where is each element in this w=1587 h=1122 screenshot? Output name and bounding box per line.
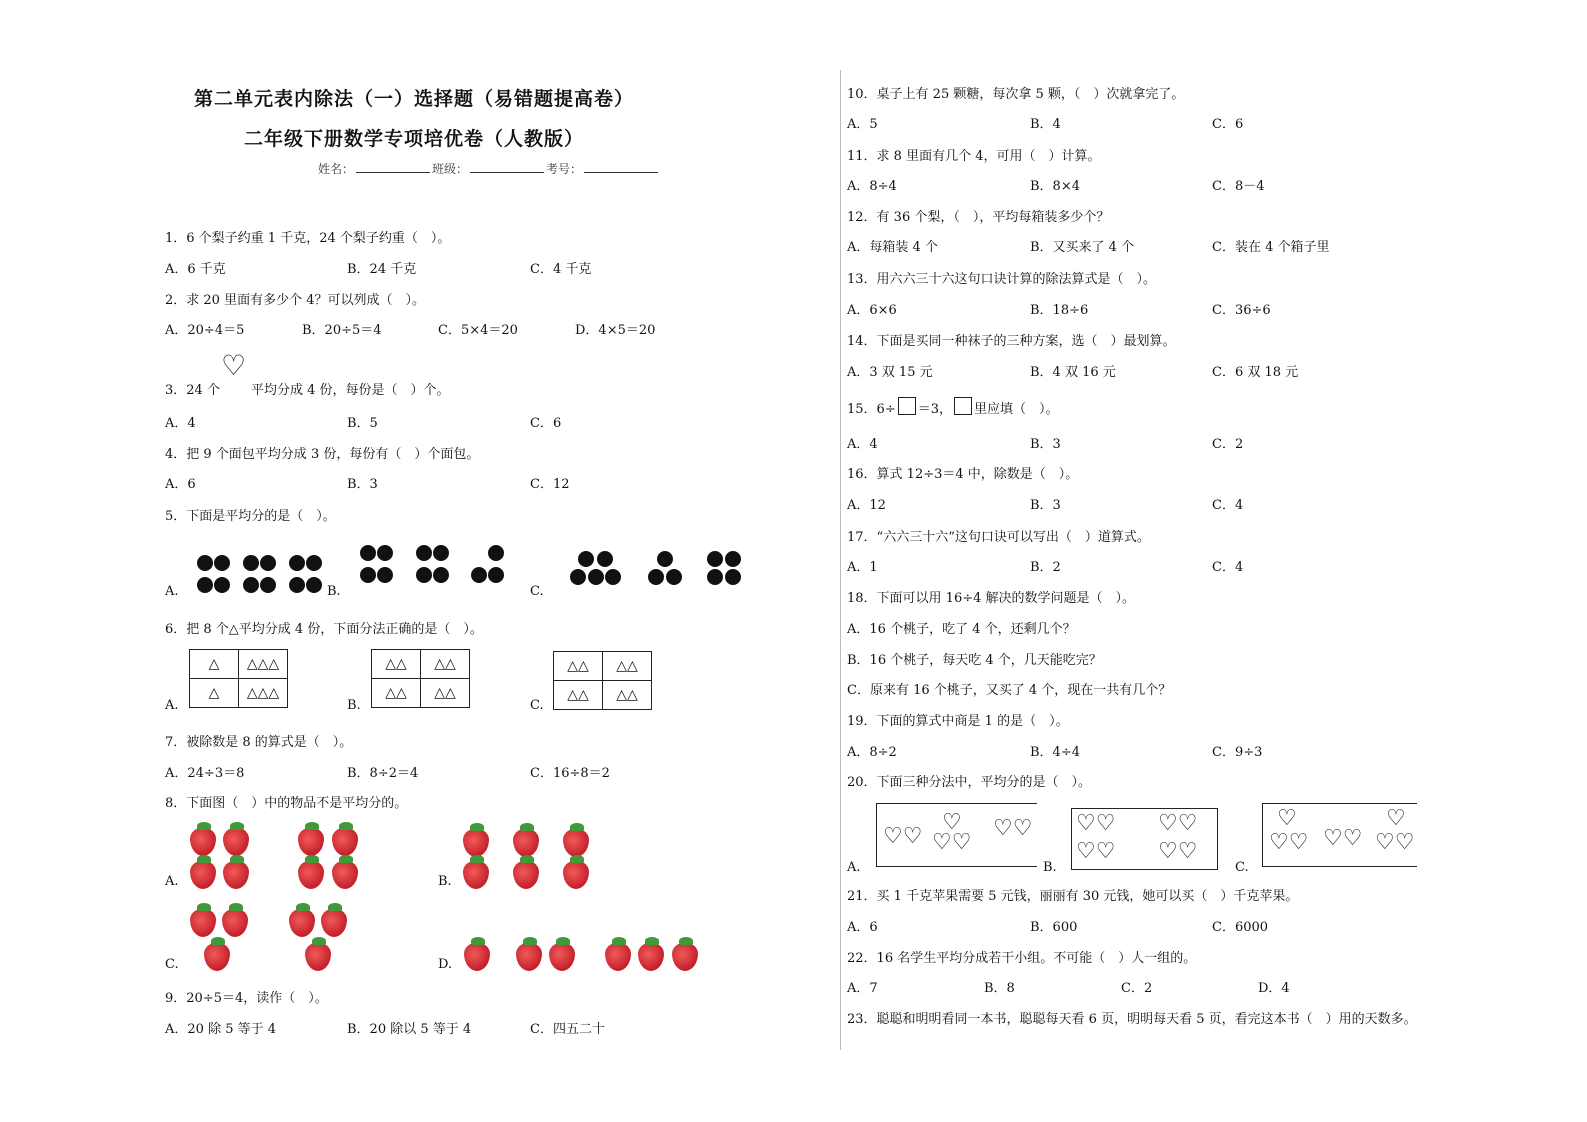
number-label: 考号：	[546, 162, 583, 176]
q21-option-b[interactable]: B．600	[1030, 920, 1078, 935]
class-label: 班级：	[432, 162, 469, 176]
question-16: 16．算式 12÷3＝4 中，除数是（ ）。	[847, 467, 1079, 482]
q5-option-c[interactable]: C.	[530, 584, 544, 599]
q20-group-c: ♡ ♡♡ ♡♡ ♡ ♡♡	[1262, 803, 1417, 867]
right-column	[840, 0, 1587, 1122]
number-field[interactable]	[584, 160, 658, 173]
q4-option-c[interactable]: C．12	[530, 477, 570, 492]
question-3-part2: 平均分成 4 份，每份是（ ）个。	[251, 383, 450, 398]
q8-option-b[interactable]: B.	[438, 874, 452, 889]
q8-option-a[interactable]: A.	[165, 874, 179, 889]
q3-option-c[interactable]: C．6	[530, 416, 562, 431]
q10-option-b[interactable]: B．4	[1030, 117, 1061, 132]
q9-option-a[interactable]: A．20 除 5 等于 4	[165, 1022, 277, 1037]
q8-option-d[interactable]: D.	[438, 957, 453, 972]
q1-option-a[interactable]: A．6 千克	[165, 262, 226, 277]
question-15: 15．6÷ ＝3， 里应填（ ）。	[847, 397, 1059, 417]
question-14: 14．下面是买同一种袜子的三种方案，选（ ）最划算。	[847, 334, 1176, 349]
q6-option-c[interactable]: C.	[530, 698, 544, 713]
q13-option-b[interactable]: B．18÷6	[1030, 303, 1089, 318]
q22-option-a[interactable]: A．7	[847, 981, 878, 996]
question-2: 2．求 20 里面有多少个 4？可以列成（ ）。	[165, 293, 425, 308]
q7-option-b[interactable]: B．8÷2＝4	[347, 766, 419, 781]
q9-option-c[interactable]: C．四五二十	[530, 1022, 605, 1037]
q8-option-c[interactable]: C.	[165, 957, 179, 972]
q16-option-a[interactable]: A．12	[847, 498, 886, 513]
q17-option-a[interactable]: A．1	[847, 560, 878, 575]
question-17: 17．“六六三十六”这句口诀可以写出（ ）道算式。	[847, 530, 1150, 545]
q7-option-c[interactable]: C．16÷8＝2	[530, 766, 610, 781]
q3-option-a[interactable]: A．4	[165, 416, 196, 431]
q2-option-d[interactable]: D．4×5＝20	[575, 323, 656, 338]
q6-option-a[interactable]: A.	[165, 698, 179, 713]
question-13: 13．用六六三十六这句口诀计算的除法算式是（ ）。	[847, 272, 1157, 287]
q19-option-b[interactable]: B．4÷4	[1030, 745, 1080, 760]
question-1: 1．6 个梨子约重 1 千克，24 个梨子约重（ ）。	[165, 231, 451, 246]
q2-option-b[interactable]: B．20÷5＝4	[302, 323, 382, 338]
q21-option-a[interactable]: A．6	[847, 920, 878, 935]
page-title: 第二单元表内除法（一）选择题（易错题提高卷）	[193, 88, 634, 110]
q1-option-c[interactable]: C．4 千克	[530, 262, 592, 277]
q11-option-c[interactable]: C．8－4	[1212, 179, 1265, 194]
student-info	[318, 160, 660, 177]
question-10: 10．桌子上有 25 颗糖，每次拿 5 颗，（ ）次就拿完了。	[847, 87, 1185, 102]
q14-option-c[interactable]: C．6 双 18 元	[1212, 365, 1299, 380]
blank-box-icon	[898, 397, 916, 415]
question-3-part1: 3．24 个	[165, 383, 220, 398]
q20-option-c[interactable]: C.	[1235, 860, 1249, 875]
q11-option-a[interactable]: A．8÷4	[847, 179, 897, 194]
question-6: 6．把 8 个△平均分成 4 份，下面分法正确的是（ ）。	[165, 622, 483, 637]
question-11: 11．求 8 里面有几个 4，可用（ ）计算。	[847, 149, 1101, 164]
q13-option-c[interactable]: C．36÷6	[1212, 303, 1271, 318]
q5-option-b[interactable]: B.	[327, 584, 341, 599]
class-field[interactable]	[470, 160, 544, 173]
q6-grid-a: △ △△△ △ △△△	[189, 649, 288, 708]
q14-option-a[interactable]: A．3 双 15 元	[847, 365, 933, 380]
question-9: 9．20÷5＝4，读作（ ）。	[165, 991, 328, 1006]
q22-option-b[interactable]: B．8	[984, 981, 1015, 996]
question-4: 4．把 9 个面包平均分成 3 份，每份有（ ）个面包。	[165, 447, 480, 462]
q15-option-c[interactable]: C．2	[1212, 437, 1244, 452]
name-label: 姓名：	[318, 162, 355, 176]
question-7: 7．被除数是 8 的算式是（ ）。	[165, 735, 353, 750]
q12-option-a[interactable]: A．每箱装 4 个	[847, 240, 938, 255]
question-5: 5．下面是平均分的是（ ）。	[165, 509, 336, 524]
q4-option-b[interactable]: B．3	[347, 477, 378, 492]
question-8: 8．下面图（ ）中的物品不是平均分的。	[165, 796, 408, 811]
q21-option-c[interactable]: C．6000	[1212, 920, 1269, 935]
question-22: 22．16 名学生平均分成若干小组。不可能（ ）人一组的。	[847, 951, 1197, 966]
q20-option-b[interactable]: B.	[1043, 860, 1057, 875]
q15-option-b[interactable]: B．3	[1030, 437, 1061, 452]
q20-option-a[interactable]: A.	[847, 860, 861, 875]
q1-option-b[interactable]: B．24 千克	[347, 262, 417, 277]
q20-group-a: ♡♡ ♡ ♡♡ ♡♡	[876, 803, 1037, 867]
q10-option-c[interactable]: C．6	[1212, 117, 1244, 132]
question-18: 18．下面可以用 16÷4 解决的数学问题是（ ）。	[847, 591, 1136, 606]
q3-option-b[interactable]: B．5	[347, 416, 378, 431]
q14-option-b[interactable]: B．4 双 16 元	[1030, 365, 1116, 380]
q2-option-a[interactable]: A．20÷4＝5	[165, 323, 245, 338]
q9-option-b[interactable]: B．20 除以 5 等于 4	[347, 1022, 472, 1037]
q10-option-a[interactable]: A．5	[847, 117, 878, 132]
q13-option-a[interactable]: A．6×6	[847, 303, 897, 318]
q5-option-a[interactable]: A.	[165, 584, 179, 599]
blank-box-icon	[954, 397, 972, 415]
q6-option-b[interactable]: B.	[347, 698, 361, 713]
question-20: 20．下面三种分法中，平均分的是（ ）。	[847, 775, 1092, 790]
q16-option-b[interactable]: B．3	[1030, 498, 1061, 513]
q22-option-d[interactable]: D．4	[1258, 981, 1290, 996]
heart-icon: ♡	[221, 349, 247, 382]
q7-option-a[interactable]: A．24÷3＝8	[165, 766, 245, 781]
q18-option-b[interactable]: B．16 个桃子，每天吃 4 个，几天能吃完？	[847, 653, 1102, 668]
question-12: 12．有 36 个梨，（ ），平均每箱装多少个？	[847, 210, 1110, 225]
q6-grid-b: △△ △△ △△ △△	[371, 649, 470, 708]
q18-option-c[interactable]: C．原来有 16 个桃子，又买了 4 个，现在一共有几个？	[847, 683, 1172, 698]
q12-option-c[interactable]: C．装在 4 个箱子里	[1212, 240, 1330, 255]
q4-option-a[interactable]: A．6	[165, 477, 196, 492]
q6-grid-c: △△ △△ △△ △△	[553, 651, 652, 710]
q17-option-c[interactable]: C．4	[1212, 560, 1244, 575]
question-21: 21．买 1 千克苹果需要 5 元钱，丽丽有 30 元钱，她可以买（ ）千克苹果。	[847, 889, 1299, 904]
q22-option-c[interactable]: C．2	[1121, 981, 1153, 996]
q15-option-a[interactable]: A．4	[847, 437, 878, 452]
question-23: 23．聪聪和明明看同一本书，聪聪每天看 6 页，明明每天看 5 页，看完这本书（ ）用的天数多。	[847, 1012, 1417, 1027]
q18-option-a[interactable]: A．16 个桃子，吃了 4 个，还剩几个？	[847, 622, 1076, 637]
q19-option-a[interactable]: A．8÷2	[847, 745, 897, 760]
q16-option-c[interactable]: C．4	[1212, 498, 1244, 513]
q20-group-b: ♡♡ ♡♡ ♡♡ ♡♡	[1071, 808, 1218, 870]
q11-option-b[interactable]: B．8×4	[1030, 179, 1080, 194]
question-19: 19．下面的算式中商是 1 的是（ ）。	[847, 714, 1069, 729]
page-subtitle: 二年级下册数学专项培优卷（人教版）	[243, 128, 584, 150]
q19-option-c[interactable]: C．9÷3	[1212, 745, 1263, 760]
name-field[interactable]	[356, 160, 430, 173]
q2-option-c[interactable]: C．5×4＝20	[438, 323, 518, 338]
q17-option-b[interactable]: B．2	[1030, 560, 1061, 575]
q12-option-b[interactable]: B．又买来了 4 个	[1030, 240, 1135, 255]
